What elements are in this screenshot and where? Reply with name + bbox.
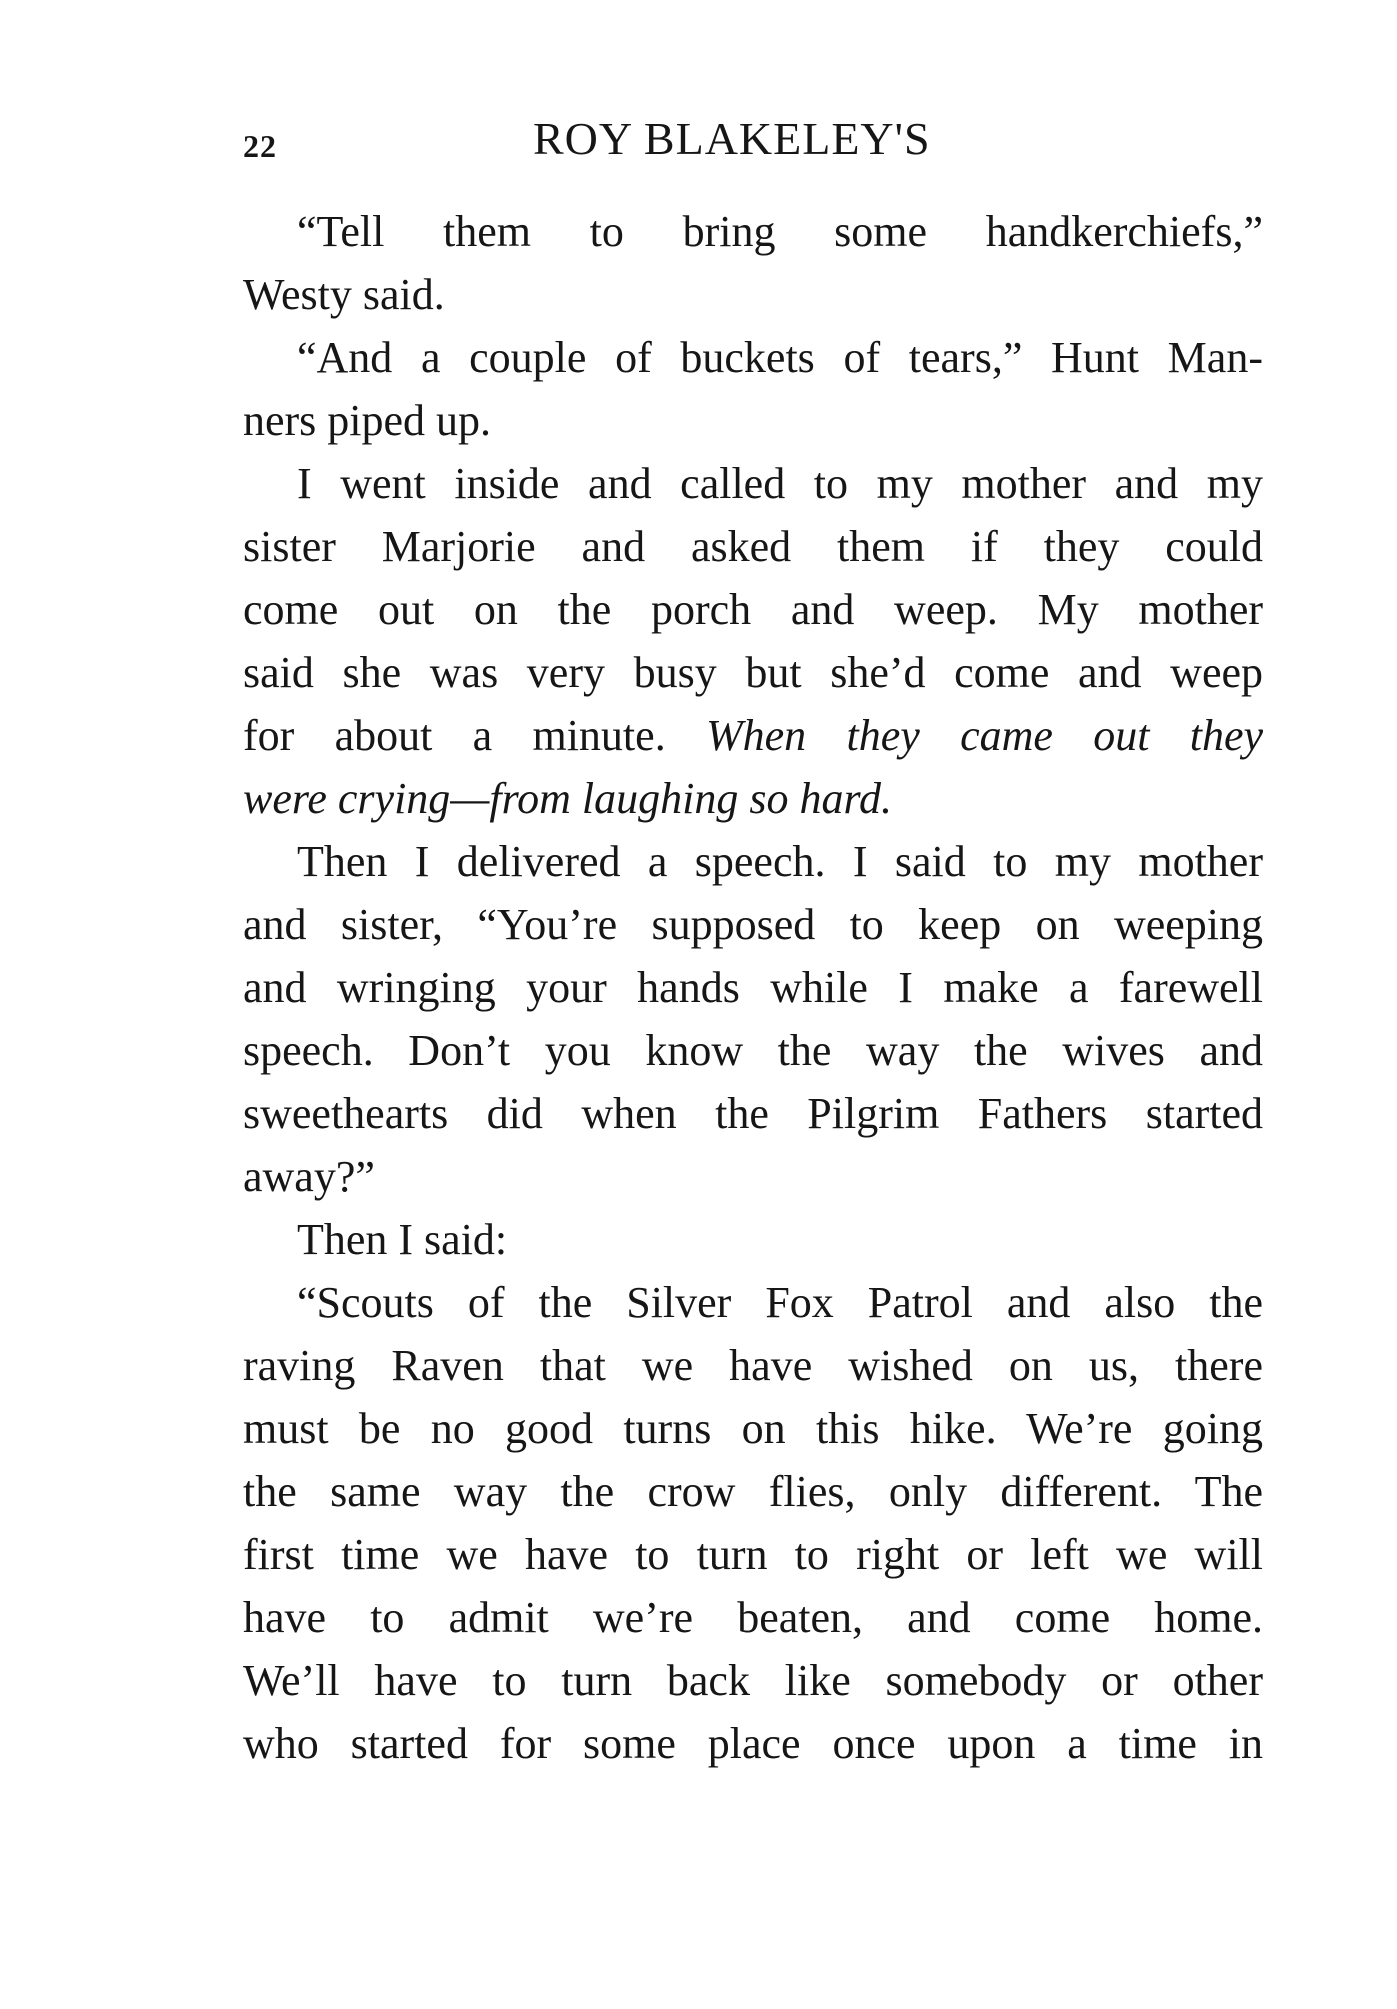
italic-text: When they came out they [706,711,1263,760]
text-line: must be no good turns on this hike. We’re going [243,1404,1263,1453]
text-line: and wringing your hands while I make a farewell [243,963,1263,1012]
text-line: sweethearts did when the Pilgrim Fathers started [243,1089,1263,1138]
text-line: raving Raven that we have wished on us, there [243,1341,1263,1390]
text-line: “Scouts of the Silver Fox Patrol and also the [297,1278,1263,1327]
page-number: 22 [243,128,277,164]
text-line: I went inside and called to my mother and my [297,459,1263,508]
text-line [243,767,1263,830]
text-line: first time we have to turn to right or left we will [243,1530,1263,1579]
text-line: sister Marjorie and asked them if they could [243,522,1263,571]
italic-text: were crying—from laughing so hard. [243,774,892,823]
text-line: speech. Don’t you know the way the wives and [243,1026,1263,1075]
page-header [243,112,1263,172]
body-text [243,200,1263,1775]
running-head: ROY BLAKELEY'S [533,113,931,164]
text-line: We’ll have to turn back like somebody or other [243,1656,1263,1705]
text-line: “Tell them to bring some handkerchiefs,” [297,207,1263,256]
text-line: ners piped up. [243,396,492,445]
text-line: the same way the crow flies, only different. The [243,1467,1263,1516]
text-line: and sister, “You’re supposed to keep on weeping [243,900,1263,949]
text-line: for about a minute. When they came out they [243,711,1263,760]
text-line: have to admit we’re beaten, and come home. [243,1593,1263,1642]
text-line: who started for some place once upon a time in [243,1719,1263,1768]
text-line: Westy said. [243,270,445,319]
text-line: away?” [243,1152,375,1201]
text-line: Then I delivered a speech. I said to my mother [297,837,1263,886]
text-line: “And a couple of buckets of tears,” Hunt Man- [297,333,1263,382]
text-line: said she was very busy but she’d come and weep [243,648,1263,697]
text-line: come out on the porch and weep. My mother [243,585,1263,634]
text-line: Then I said: [297,1215,508,1264]
